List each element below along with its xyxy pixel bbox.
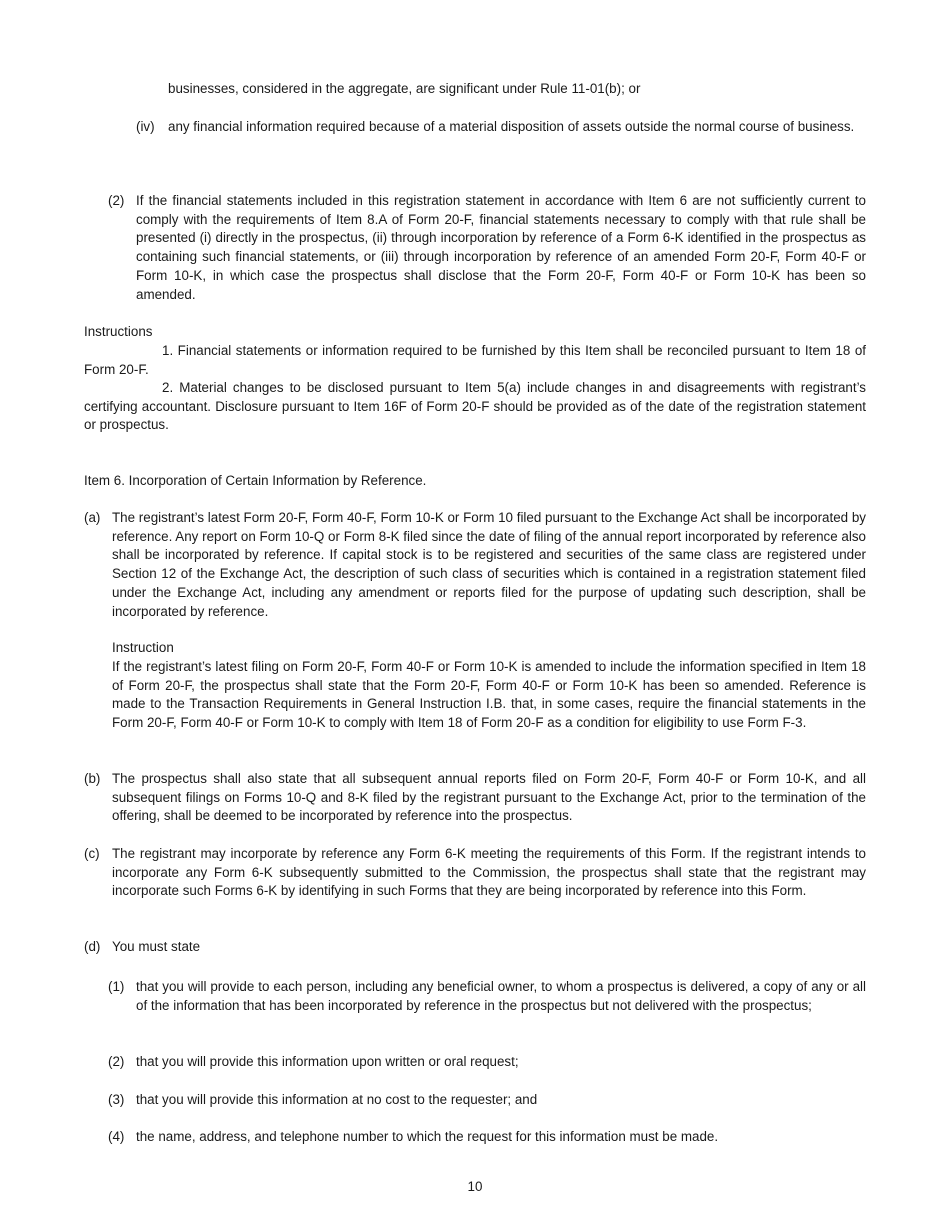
paragraph-2-text: If the financial statements included in this registration statement in accordance with Item 6 are not sufficiently current to comply with the requirements of Item 8.A of Form 20-F, financial statements necessary to comply with that rule shall be presented (i) directly in the prospectus, (ii) through incorporation by reference of a Form 6-K identified in the prospectus as containing such financial statements, or (iii) through incorporation by reference of an amended Form 20-F, Form 40-F or Form 10-K, in which case the prospectus shall disclose that the Form 20-F, Form 40-F or Form 10-K has been so amended. [136,193,866,302]
continuation-text: businesses, considered in the aggregate, are significant under Rule 11-01(b); or [168,81,641,96]
instructions-heading: Instructions [84,324,153,339]
clause-iv-text: any financial information required because of a material disposition of assets outside the normal course of business. [168,119,855,134]
clause-a [84,509,866,621]
clause-d-item-1-label: (1) [108,979,125,994]
clause-d-item-1-text: that you will provide to each person, including any beneficial owner, to whom a prospectus is delivered, a copy of any or all of the information that has been incorporated by reference in the prospectus but not delivered with the prospectus; [136,979,866,1013]
clause-a-label: (a) [84,510,101,525]
clause-d-item-3 [108,1091,866,1110]
clause-d [84,938,866,957]
clause-d-item-3-label: (3) [108,1092,125,1107]
instruction-2: 2. Material changes to be disclosed pursuant to Item 5(a) include changes in and disagreements with registrant’s certifying accountant. Disclosure pursuant to Item 16F of Form 20-F should be provided as of the date of the registration statement or prospectus. [84,380,866,433]
clause-b-text: The prospectus shall also state that all subsequent annual reports filed on Form 20-F, Form 40-F or Form 10-K, and all subsequent filings on Forms 10-Q and 8-K filed by the registrant pursuant to the Exchange Act, prior to the termination of the offering, shall be deemed to be incorporated by reference into the prospectus. [112,771,866,824]
clause-d-item-4 [108,1128,866,1147]
clause-c [84,845,866,901]
clause-d-item-3-text: that you will provide this information at no cost to the requester; and [136,1092,538,1107]
clause-d-text: You must state [112,939,201,954]
clause-d-item-1 [108,978,866,1015]
paragraph-2 [108,192,866,304]
clause-d-item-4-label: (4) [108,1129,125,1144]
clause-iv-label: (iv) [136,119,155,134]
instruction-1: 1. Financial statements or information required to be furnished by this Item shall be reconciled pursuant to Item 18 of Form 20-F. [84,343,866,377]
clause-d-item-2 [108,1053,866,1072]
clause-b [84,770,866,826]
page-number: 10 [467,1179,483,1194]
clause-c-text: The registrant may incorporate by reference any Form 6-K meeting the requirements of this Form. If the registrant intends to incorporate any Form 6-K subsequently submitted to the Commission, the prospectus shall state that the registrant may incorporate such Forms 6-K by identifying in such Forms that they are being incorporated by reference into this Form. [112,846,866,899]
clause-d-label: (d) [84,939,101,954]
clause-d-item-2-label: (2) [108,1054,125,1069]
item-6-title: Item 6. Incorporation of Certain Information by Reference. [84,473,427,488]
clause-a-text: The registrant’s latest Form 20-F, Form 40-F, Form 10-K or Form 10 filed pursuant to the Exchange Act shall be incorporated by reference. Any report on Form 10-Q or Form 8-K filed since the date of filing of the annual report incorporated by reference also shall be incorporated by reference. If capital stock is to be registered and securities of the same class are registered under Section 12 of the Exchange Act, the description of such class of securities which is contained in a registration statement filed under the Exchange Act, including any amendment or reports filed for the purpose of updating such description, shall be incorporated by reference. [112,510,866,619]
document-page [84,0,866,1230]
instruction-text: If the registrant’s latest filing on Form 20-F, Form 40-F or Form 10-K is amended to include the information specified in Item 18 of Form 20-F, the prospectus shall state that the Form 20-F, Form 40-F or Form 10-K has been so amended. Reference is made to the Transaction Requirements in General Instruction I.B. that, in some cases, require the financial statements in the Form 20-F, Form 40-F or Form 10-K to comply with Item 18 of Form 20-F as a condition for eligibility to use Form F-3. [112,659,866,731]
clause-d-item-2-text: that you will provide this information upon written or oral request; [136,1054,519,1069]
instruction-heading: Instruction [112,640,174,655]
clause-c-label: (c) [84,846,100,861]
clause-b-label: (b) [84,771,101,786]
paragraph-2-label: (2) [108,193,125,208]
clause-iv [136,118,866,137]
clause-d-item-4-text: the name, address, and telephone number to which the request for this information must be made. [136,1129,719,1144]
